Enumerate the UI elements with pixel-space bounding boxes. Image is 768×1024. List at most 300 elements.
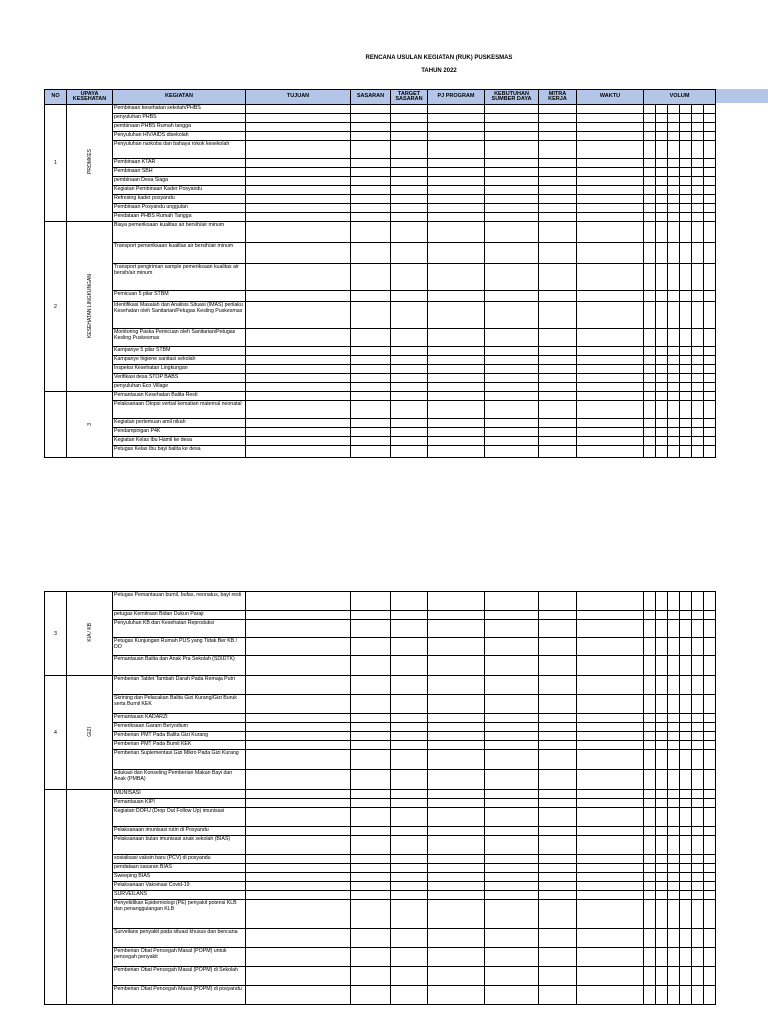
empty-cell (391, 929, 428, 948)
empty-cell (656, 676, 668, 695)
kegiatan-cell: Identifikasi Masalah dan Analisis Situasi (IMAS) perilaku Kesehatan oleh Sanitarian/Petugas Kesling Puskesmas (113, 302, 246, 329)
empty-cell (668, 695, 680, 714)
kegiatan-cell: Pembinaan SBH (113, 168, 246, 177)
empty-cell (391, 714, 428, 723)
empty-cell (577, 948, 644, 967)
kegiatan-cell: Pembinaan KTAR (113, 159, 246, 168)
empty-cell (656, 656, 668, 676)
table-row (45, 873, 716, 882)
empty-cell (428, 986, 485, 1005)
empty-cell (539, 827, 577, 836)
empty-cell (539, 714, 577, 723)
empty-cell (704, 723, 716, 732)
empty-cell (246, 592, 351, 611)
empty-cell (246, 676, 351, 695)
empty-cell (539, 900, 577, 929)
kegiatan-cell: Pemantauan KADARZI (113, 714, 246, 723)
empty-cell (644, 676, 656, 695)
empty-cell (351, 695, 391, 714)
empty-cell (485, 770, 539, 790)
empty-cell (692, 808, 704, 827)
empty-cell (391, 676, 428, 695)
empty-cell (391, 592, 428, 611)
empty-cell (680, 620, 692, 638)
empty-cell (704, 676, 716, 695)
empty-cell (539, 799, 577, 808)
empty-cell (485, 714, 539, 723)
empty-cell (577, 656, 644, 676)
empty-cell (539, 836, 577, 855)
empty-cell (680, 900, 692, 929)
empty-cell (351, 948, 391, 967)
kegiatan-cell: petugas Kemitraan Bidan Dukun Paraji (113, 611, 246, 620)
empty-cell (644, 732, 656, 741)
empty-cell (644, 592, 656, 611)
empty-cell (351, 714, 391, 723)
kegiatan-cell: Pemberian Suplementasi Gizi Mikro Pada Gizi Kurang (113, 750, 246, 770)
empty-cell (644, 836, 656, 855)
empty-cell (539, 723, 577, 732)
kegiatan-cell: Transport pengiriman sample pemeriksaan kualitas air bersih/air minum (113, 264, 246, 291)
empty-cell (577, 873, 644, 882)
empty-cell (577, 827, 644, 836)
empty-cell (668, 714, 680, 723)
empty-cell (704, 638, 716, 656)
empty-cell (246, 827, 351, 836)
empty-cell (704, 695, 716, 714)
empty-cell (680, 864, 692, 873)
empty-cell (692, 900, 704, 929)
empty-cell (704, 873, 716, 882)
empty-cell (656, 723, 668, 732)
empty-cell (704, 882, 716, 891)
kegiatan-cell: Pemantauan Balita dan Anak Pra Sekolah (SDIDTK) (113, 656, 246, 676)
empty-cell (391, 750, 428, 770)
empty-cell (246, 948, 351, 967)
empty-cell (680, 723, 692, 732)
empty-cell (351, 873, 391, 882)
column-header: TARGET SASARAN (391, 90, 428, 105)
empty-cell (577, 891, 644, 900)
empty-cell (668, 611, 680, 620)
empty-cell (668, 948, 680, 967)
empty-cell (351, 770, 391, 790)
empty-cell (485, 986, 539, 1005)
empty-cell (351, 732, 391, 741)
kegiatan-cell: Pemberian Obat Pencegah Masal (POPM) di posyandu (113, 986, 246, 1005)
empty-cell (351, 986, 391, 1005)
table-row (45, 790, 716, 799)
empty-cell (485, 873, 539, 882)
empty-cell (656, 611, 668, 620)
empty-cell (485, 864, 539, 873)
column-header: PJ PROGRAM (428, 90, 485, 105)
column-header: WAKTU (577, 90, 644, 105)
empty-cell (644, 714, 656, 723)
kegiatan-cell: Pemberian PMT Pada Balita Gizi Kurang (113, 732, 246, 741)
empty-cell (485, 741, 539, 750)
empty-cell (246, 790, 351, 799)
kegiatan-cell: Transport pemeriksaan kualitas air bersih/air minum (113, 243, 246, 264)
empty-cell (485, 750, 539, 770)
empty-cell (351, 790, 391, 799)
empty-cell (668, 750, 680, 770)
empty-cell (644, 967, 656, 986)
empty-cell (577, 732, 644, 741)
empty-cell (656, 790, 668, 799)
empty-cell (692, 891, 704, 900)
empty-cell (246, 855, 351, 864)
empty-cell (246, 723, 351, 732)
empty-cell (428, 900, 485, 929)
empty-cell (428, 873, 485, 882)
table-row (45, 929, 716, 948)
empty-cell (692, 741, 704, 750)
empty-cell (692, 611, 704, 620)
empty-cell (668, 592, 680, 611)
empty-cell (704, 864, 716, 873)
empty-cell (704, 741, 716, 750)
empty-cell (680, 808, 692, 827)
empty-cell (668, 882, 680, 891)
column-header: TUJUAN (246, 90, 351, 105)
empty-cell (577, 929, 644, 948)
empty-cell (668, 770, 680, 790)
empty-cell (428, 656, 485, 676)
empty-cell (539, 592, 577, 611)
empty-cell (692, 770, 704, 790)
kegiatan-cell: Pembinaan Posyandu unggulan (113, 204, 246, 213)
empty-cell (668, 638, 680, 656)
empty-cell (692, 723, 704, 732)
empty-cell (644, 799, 656, 808)
empty-cell (351, 864, 391, 873)
empty-cell (577, 723, 644, 732)
empty-cell (656, 891, 668, 900)
kegiatan-cell: Pemberian Obat Pencegah Masal (POPM) untuk pencegah penyakit (113, 948, 246, 967)
table-row (45, 770, 716, 790)
empty-cell (668, 967, 680, 986)
empty-cell (680, 929, 692, 948)
empty-cell (644, 929, 656, 948)
table-row (45, 592, 716, 611)
empty-cell (656, 948, 668, 967)
kegiatan-cell: Pelaksanaan Otopsi verbal kematian maternal neonatal (113, 401, 246, 419)
empty-cell (704, 732, 716, 741)
empty-cell (692, 882, 704, 891)
empty-cell (577, 799, 644, 808)
empty-cell (351, 836, 391, 855)
kegiatan-cell: Pemberian Obat Pencegah Masal (POPM) di Sekolah (113, 967, 246, 986)
upaya-kesehatan-label: PROMKES (86, 149, 93, 175)
empty-cell (391, 638, 428, 656)
empty-cell (246, 714, 351, 723)
empty-cell (539, 620, 577, 638)
empty-cell (246, 929, 351, 948)
kegiatan-cell: sosialisasi vaksin baru (PCV) di posyandu (113, 855, 246, 864)
row-number (45, 790, 67, 1005)
empty-cell (246, 900, 351, 929)
empty-cell (428, 827, 485, 836)
empty-cell (656, 864, 668, 873)
empty-cell (428, 891, 485, 900)
empty-cell (391, 790, 428, 799)
empty-cell (668, 836, 680, 855)
empty-cell (680, 827, 692, 836)
empty-cell (704, 855, 716, 864)
empty-cell (644, 638, 656, 656)
empty-cell (680, 714, 692, 723)
empty-cell (656, 620, 668, 638)
empty-cell (577, 770, 644, 790)
empty-cell (428, 864, 485, 873)
empty-cell (704, 750, 716, 770)
empty-cell (692, 864, 704, 873)
empty-cell (391, 723, 428, 732)
empty-cell (246, 808, 351, 827)
table-row (45, 695, 716, 714)
page-subtitle: TAHUN 2022 (421, 68, 457, 74)
empty-cell (668, 986, 680, 1005)
empty-cell (246, 732, 351, 741)
empty-cell (656, 741, 668, 750)
column-header: UPAYA KESEHATAN (67, 90, 113, 105)
empty-cell (668, 790, 680, 799)
empty-cell (656, 827, 668, 836)
empty-cell (656, 695, 668, 714)
table-row (45, 967, 716, 986)
empty-cell (428, 732, 485, 741)
empty-cell (656, 836, 668, 855)
empty-cell (539, 790, 577, 799)
kegiatan-cell: Edukasi dan Konseling Pemberian Makan Bayi dan Anak (PMBA) (113, 770, 246, 790)
empty-cell (577, 882, 644, 891)
empty-cell (644, 723, 656, 732)
column-header: KEBUTUHAN SUMBER DAYA (485, 90, 539, 105)
empty-cell (391, 882, 428, 891)
empty-cell (704, 827, 716, 836)
empty-cell (246, 864, 351, 873)
empty-cell (577, 695, 644, 714)
empty-cell (644, 900, 656, 929)
empty-cell (351, 620, 391, 638)
empty-cell (668, 855, 680, 864)
upaya-kesehatan-cell (67, 592, 113, 676)
kegiatan-cell: Kegiatan DOFU (Drop Out Follow Up) imunisasi (113, 808, 246, 827)
empty-cell (428, 676, 485, 695)
empty-cell (668, 864, 680, 873)
empty-cell (391, 611, 428, 620)
empty-cell (644, 695, 656, 714)
empty-cell (391, 855, 428, 864)
table-row (45, 882, 716, 891)
empty-cell (246, 620, 351, 638)
empty-cell (704, 948, 716, 967)
empty-cell (644, 873, 656, 882)
empty-cell (539, 967, 577, 986)
empty-cell (656, 770, 668, 790)
empty-cell (539, 864, 577, 873)
empty-cell (246, 836, 351, 855)
empty-cell (577, 864, 644, 873)
empty-cell (668, 929, 680, 948)
empty-cell (391, 808, 428, 827)
empty-cell (656, 799, 668, 808)
empty-cell (485, 808, 539, 827)
empty-cell (485, 948, 539, 967)
empty-cell (644, 770, 656, 790)
kegiatan-cell: Penyuluhan KB dan Kesehatan Reproduksi (113, 620, 246, 638)
empty-cell (656, 732, 668, 741)
empty-cell (692, 873, 704, 882)
empty-cell (428, 695, 485, 714)
table-row (45, 656, 716, 676)
empty-cell (644, 986, 656, 1005)
kegiatan-cell: Pelaksanaan Vaksinasi Covid-19 (113, 882, 246, 891)
empty-cell (656, 592, 668, 611)
upaya-kesehatan-cell (67, 790, 113, 1005)
empty-cell (704, 620, 716, 638)
empty-cell (668, 741, 680, 750)
empty-cell (485, 638, 539, 656)
column-header: SASARAN (351, 90, 391, 105)
empty-cell (391, 948, 428, 967)
empty-cell (485, 676, 539, 695)
empty-cell (644, 808, 656, 827)
empty-cell (351, 855, 391, 864)
empty-cell (246, 967, 351, 986)
empty-cell (680, 790, 692, 799)
empty-cell (704, 836, 716, 855)
upaya-kesehatan-label: 3 (86, 422, 93, 426)
empty-cell (539, 732, 577, 741)
empty-cell (246, 741, 351, 750)
empty-cell (351, 741, 391, 750)
table-row (45, 900, 716, 929)
kegiatan-cell: pembinaan PHBS Rumah tangga (113, 123, 246, 132)
empty-cell (668, 799, 680, 808)
empty-cell (485, 620, 539, 638)
empty-cell (246, 770, 351, 790)
empty-cell (351, 882, 391, 891)
empty-cell (485, 656, 539, 676)
empty-cell (692, 967, 704, 986)
kegiatan-cell: Pembinaan kesehatan sekolah/PHBS (113, 105, 246, 114)
empty-cell (351, 592, 391, 611)
empty-cell (351, 611, 391, 620)
empty-cell (656, 873, 668, 882)
empty-cell (577, 714, 644, 723)
empty-cell (246, 611, 351, 620)
kegiatan-cell: Sweeping BIAS (113, 873, 246, 882)
empty-cell (539, 948, 577, 967)
row-number: 1 (45, 105, 67, 222)
table-row (45, 808, 716, 827)
table-row (45, 611, 716, 620)
empty-cell (692, 799, 704, 808)
empty-cell (246, 695, 351, 714)
empty-cell (704, 986, 716, 1005)
empty-cell (539, 882, 577, 891)
kegiatan-cell: Pemantauan KIPI (113, 799, 246, 808)
kegiatan-cell: Biaya pemeriksaan kualitas air bersih/air minum (113, 222, 246, 243)
empty-cell (577, 611, 644, 620)
empty-cell (704, 714, 716, 723)
empty-cell (428, 592, 485, 611)
empty-cell (391, 891, 428, 900)
empty-cell (351, 900, 391, 929)
empty-cell (692, 656, 704, 676)
empty-cell (428, 750, 485, 770)
empty-cell (391, 873, 428, 882)
empty-cell (680, 948, 692, 967)
empty-cell (644, 948, 656, 967)
empty-cell (692, 986, 704, 1005)
empty-cell (644, 750, 656, 770)
empty-cell (704, 656, 716, 676)
empty-cell (704, 967, 716, 986)
empty-cell (668, 900, 680, 929)
kegiatan-cell: Penyuluhan HIV/AIDS disekolah (113, 132, 246, 141)
empty-cell (351, 656, 391, 676)
kegiatan-cell: Pelaksanaan imunisasi rutin di Posyandu (113, 827, 246, 836)
kegiatan-cell: Pelaksanaan bulan imunisasi anak sekolah (BIAS) (113, 836, 246, 855)
empty-cell (692, 750, 704, 770)
empty-cell (485, 900, 539, 929)
empty-cell (428, 790, 485, 799)
empty-cell (680, 986, 692, 1005)
empty-cell (428, 770, 485, 790)
empty-cell (704, 592, 716, 611)
empty-cell (680, 882, 692, 891)
empty-cell (668, 808, 680, 827)
empty-cell (246, 656, 351, 676)
kegiatan-cell: Kampanye higiene sanitasi sekolah (113, 356, 246, 365)
empty-cell (692, 732, 704, 741)
empty-cell (391, 695, 428, 714)
kegiatan-cell: Petugas Kelas Ibu bayi balita ke desa (113, 446, 246, 458)
table-row (45, 676, 716, 695)
kegiatan-cell: Penyuluhan narkoba dan bahaya rokok kesekolah (113, 141, 246, 159)
kegiatan-cell: IMUNISASI (113, 790, 246, 799)
empty-cell (539, 695, 577, 714)
empty-cell (680, 967, 692, 986)
empty-cell (428, 714, 485, 723)
upaya-kesehatan-label: KIA / KB (86, 623, 93, 642)
empty-cell (577, 986, 644, 1005)
empty-cell (428, 741, 485, 750)
empty-cell (539, 891, 577, 900)
empty-cell (644, 611, 656, 620)
empty-cell (656, 714, 668, 723)
empty-cell (668, 827, 680, 836)
kegiatan-cell: pembinaan Desa Siaga (113, 177, 246, 186)
empty-cell (656, 929, 668, 948)
empty-cell (539, 638, 577, 656)
kegiatan-cell: Penyelidikan Epidemiologi (PE) penyakit potensi KLB dan penanggulangan KLB (113, 900, 246, 929)
empty-cell (680, 695, 692, 714)
empty-cell (692, 836, 704, 855)
empty-cell (704, 770, 716, 790)
empty-cell (704, 799, 716, 808)
empty-cell (692, 620, 704, 638)
empty-cell (351, 827, 391, 836)
empty-cell (391, 732, 428, 741)
kegiatan-cell: Pendataan PHBS Rumah Tangga (113, 213, 246, 222)
empty-cell (680, 836, 692, 855)
row-number: 4 (45, 676, 67, 790)
empty-cell (351, 929, 391, 948)
